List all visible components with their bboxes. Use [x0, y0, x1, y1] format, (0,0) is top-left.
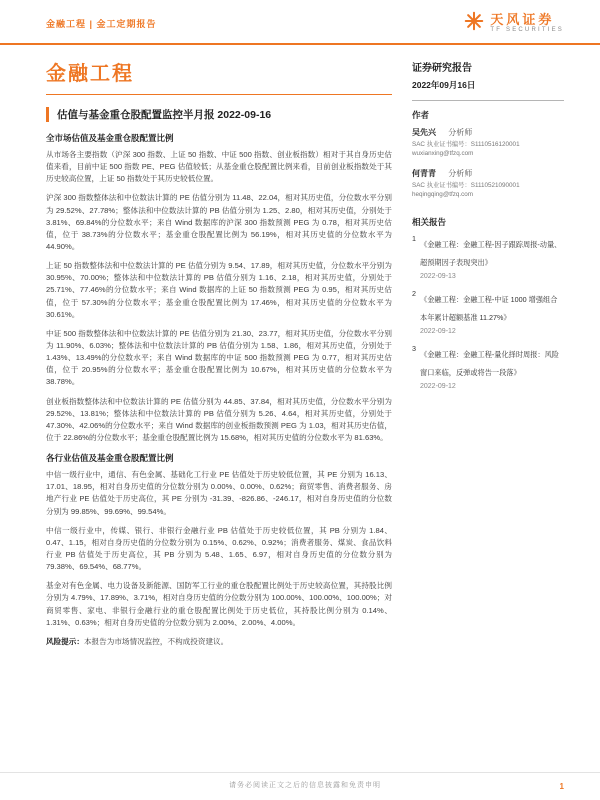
- related-report-link[interactable]: [412, 344, 564, 390]
- body-paragraph: 沪深 300 指数整体法和中位数法计算的 PE 估值分别为 11.48、22.04，相对其历史值，分位数水平分别为 29.52%、27.78%；整体法和中位数法计算的 PB 估值分别为 1.25、2.80，相对其历史值，分别处于 3.81%、69.84%的分位数水平；来自 Wind 数据库的沪深 300 指数预测 PEG 为 0.78，相对其历史估值，位于 38.73%的分位数水平；基金重仓股配置比例为 56.19%，相对其历史值的分位数水平为 44.90%。: [46, 193, 392, 251]
- author-role: 分析师: [448, 128, 473, 137]
- report-type-label: 证券研究报告: [412, 63, 472, 74]
- author-email-link[interactable]: heqingqing@tfzq.com: [412, 191, 474, 199]
- sidebar-divider: [412, 100, 564, 101]
- author-name: 吴先兴: [412, 128, 436, 137]
- author-block: [412, 168, 564, 200]
- sidebar: [412, 51, 564, 655]
- section-heading-industry-valuation: 各行业估值及基金重仓股配置比例: [46, 453, 174, 464]
- related-report-title: 《金融工程：金融工程-中证 1000 增强组合本年累计超额基准 11.27%》: [420, 294, 558, 322]
- footer-disclaimer: 请务必阅读正文之后的信息披露和免责申明: [229, 782, 381, 789]
- body-paragraph: 上证 50 指数整体法和中位数法计算的 PE 估值分别为 9.54、17.89，相对其历史值，分位数水平分别为 30.95%、70.00%；整体法和中位数法计算的 PB 估值分别为 1.16、2.18，相对其历史值，分别处于 25.71%、77.46%的分位数水平；来自 Wind 数据库的上证 50 指数预测 PEG 为 0.95，相对其历史估值，位于 57.30%的分位数水平；基金重仓股配置比例为 17.46%，相对其历史值的分位数水平为 30.61%。: [46, 261, 392, 319]
- author-role: 分析师: [448, 168, 473, 178]
- content-area: [0, 45, 600, 655]
- related-reports-heading: 相关报告: [412, 216, 447, 227]
- page-number: 1: [559, 782, 564, 791]
- page-title: 金融工程: [46, 51, 392, 95]
- author-sac-number: SAC 执业证书编号：S1110516120001: [412, 141, 520, 148]
- breadcrumb: 金融工程 | 金工定期报告: [46, 19, 157, 29]
- risk-warning-text: 本报告为市场情况监控，不构成投资建议。: [83, 636, 229, 646]
- section-heading-market-valuation: 全市场估值及基金重仓股配置比例: [46, 133, 174, 143]
- related-report-title: 《金融工程：金融工程-因子跟踪周报-动量、超预期因子表现突出》: [420, 239, 562, 267]
- body-paragraph: 中信一级行业中，通信、有色金属、基础化工行业 PE 估值处于历史较低位置，其 PE 分别为 16.13、17.01、18.95，相对自身历史值的分位数分别为 0.00%、0.00%、0.62%；商贸零售、消费者服务、房地产行业 PE 估值处于历史高位，其 PE 分别为 -31.39、-826.86、-246.17，相对自身历史值的分位数分别为 99.85%、99.69%、99.54%。: [46, 470, 392, 516]
- related-report-link[interactable]: [412, 234, 564, 280]
- risk-warning: [46, 636, 392, 648]
- author-block: [412, 127, 564, 159]
- body-paragraph: 中信一级行业中，传媒、银行、非银行金融行业 PB 估值处于历史较低位置，其 PB 分别为 1.84、0.47、1.15，相对自身历史值的分位数分别为 0.15%、0.62%、0.92%；消费者服务、煤炭、食品饮料行业 PB 估值处于历史高位，其 PB 分别为 5.48、1.65、6.97，相对自身历史值的分位数分别为 79.38%、69.54%、68.77%。: [46, 525, 392, 572]
- logo-en-text: TF SECURITIES: [490, 27, 564, 34]
- body-paragraph: 中证 500 指数整体法和中位数法计算的 PE 估值分别为 21.30、23.77，相对其历史值，分位数水平分别为 11.90%、6.03%；整体法和中位数法计算的 PB 估值分别为 1.58、1.86，相对其历史值，分别处于 1.43%、13.49%的分位数水平；来自 Wind 数据库的中证 500 指数预测 PEG 为 0.77，相对其历史估值，位于 20.95%的分位数水平；基金重仓股配置比例为 10.67%，相对其历史值的分位数水平为 38.78%。: [46, 328, 392, 387]
- report-subtitle: 估值与基金重仓股配置监控半月报 2022-09-16: [46, 107, 392, 122]
- author-sac-number: SAC 执业证书编号：S1110521090001: [412, 181, 520, 189]
- logo-cn-text: 天风证券: [490, 12, 555, 28]
- page-header: [0, 0, 600, 43]
- author-name: 何青青: [412, 168, 436, 178]
- main-column: [46, 51, 392, 655]
- related-report-number: 2: [412, 288, 416, 298]
- related-report-date: 2022-09-13: [420, 272, 456, 280]
- related-report-date: 2022-09-12: [420, 327, 456, 335]
- related-report-date: 2022-09-12: [420, 382, 456, 390]
- risk-warning-label: 风险提示：: [46, 636, 84, 646]
- author-email-link[interactable]: wuxianxing@tfzq.com: [412, 150, 474, 158]
- related-report-link[interactable]: [412, 289, 564, 335]
- body-paragraph: 从市场各主要指数（沪深 300 指数、上证 50 指数、中证 500 指数、创业板指数）相对于其自身历史估值来看，目前中证 500 指数 PE、PEG 估值较低；从基金重仓股配置比例来看，目前创业板指数处于其历史较高位置，上证 50 指数处于其历史较低位置。: [46, 150, 392, 184]
- report-date: 2022年09月16日: [412, 80, 476, 90]
- tf-securities-logo: [463, 10, 564, 37]
- author-section-heading: 作者: [412, 110, 430, 120]
- related-report-number: 3: [412, 343, 416, 353]
- page-footer: [0, 772, 600, 800]
- body-paragraph: 基金对有色金属、电力设备及新能源、国防军工行业的重仓股配置比例处于历史较高位置，其持股比例分别为 4.79%、17.89%、3.71%，相对自身历史值的分位数分别为 100.00%、100.00%、100.00%；对商贸零售、家电、非银行金融行业的重仓股配置比例处于历史低位，其持股比例分别为 0.14%、1.31%、0.63%；相对自身历史值的分位数分别为 2.00%、2.00%、4.00%。: [46, 581, 392, 627]
- related-report-title: 《金融工程：金融工程-量化择时周报：风险窗口来临，反弹或将告一段落》: [420, 349, 559, 377]
- related-report-number: 1: [412, 233, 416, 243]
- sunburst-logo-icon: [463, 10, 485, 37]
- body-paragraph: 创业板指数整体法和中位数法计算的 PE 估值分别为 44.85、37.84，相对其历史值，分位数水平分别为 29.52%、13.81%；整体法和中位数法计算的 PB 估值分别为 5.26、4.64，相对其历史值，分别处于 47.30%、42.06%的分位数水平；来自 Wind 数据库的创业板指数预测 PEG 为 1.03，相对其历史估值，位于 22.86%的分位数水平；基金重仓股配置比例为 15.68%，相对其历史值的分位数水平为 81.63%。: [46, 396, 392, 442]
